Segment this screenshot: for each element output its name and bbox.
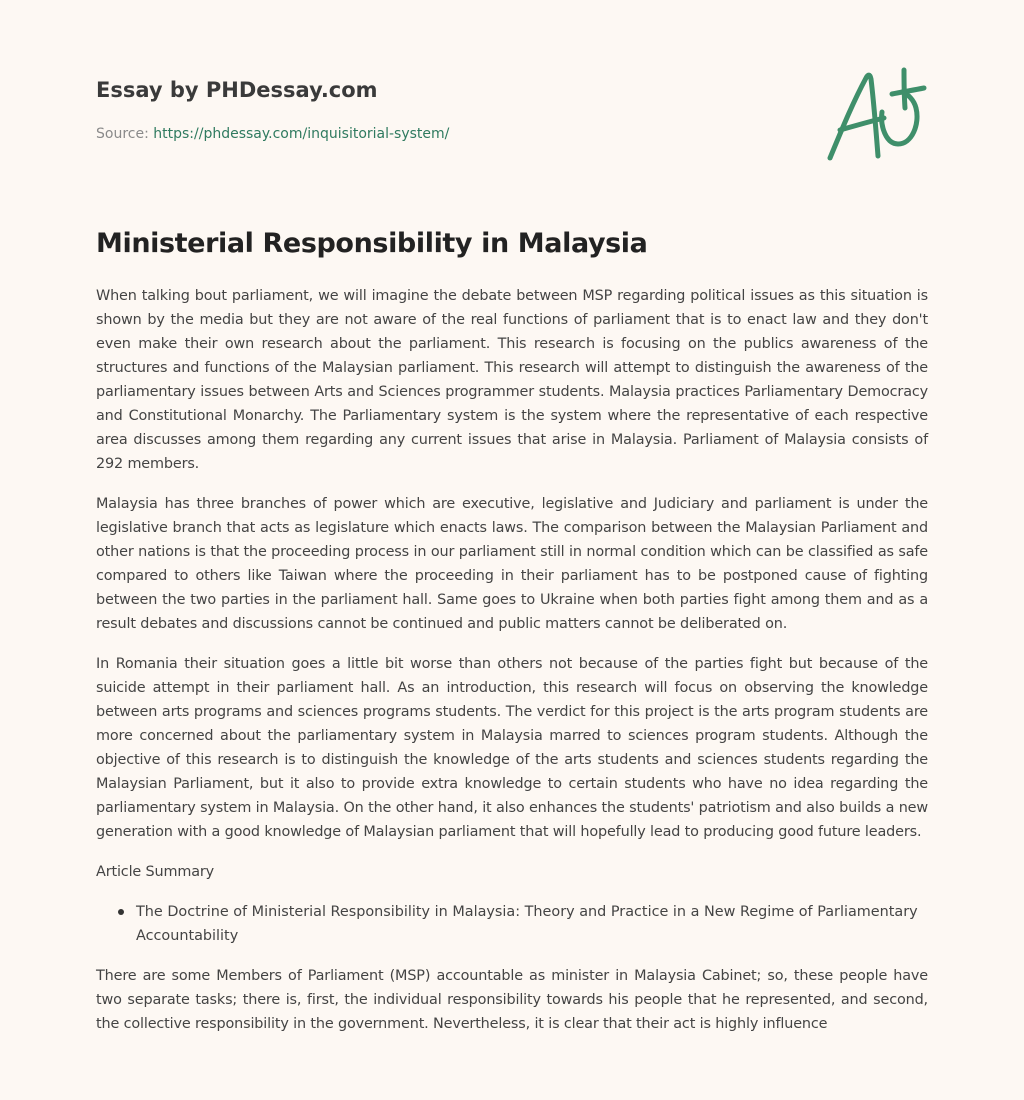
summary-item-text: The Doctrine of Ministerial Responsibility in Malaysia: Theory and Practice in a New Regime of Parliamentary Accountability: [136, 904, 918, 944]
essay-paragraph: When talking bout parliament, we will imagine the debate between MSP regarding political issues as this situation is shown by the media but they are not aware of the real functions of parliament that is to enact law and they don't even make their own research about the parliament. This research is focusing on the publics awareness of the structures and functions of the Malaysian parliament. This research will attempt to distinguish the awareness of the parliamentary issues between Arts and Sciences programmer students. Malaysia practices Parliamentary Democracy and Constitutional Monarchy. The Parliamentary system is the system where the representative of each respective area discusses among them regarding any current issues that arise in Malaysia. Parliament of Malaysia consists of 292 members.: [96, 288, 928, 472]
source-line: [96, 124, 656, 144]
essay-paragraph: Malaysia has three branches of power which are executive, legislative and Judiciary and parliament is under the legislative branch that acts as legislature which enacts laws. The comparison between the Malaysian Parliament and other nations is that the proceeding process in our parliament still in normal condition which can be classified as safe compared to others like Taiwan where the proceeding in their parliament has to be postponed cause of fighting between the two parties in the parliament hall. Same goes to Ukraine when both parties fight among them and as a result debates and discussions cannot be continued and public matters cannot be deliberated on.: [96, 496, 928, 632]
a-plus-logo: [820, 64, 932, 168]
essay-paragraph: There are some Members of Parliament (MSP) accountable as minister in Malaysia Cabinet; so, these people have two separate tasks; there is, first, the individual responsibility towards his people that he represented, and second, the collective responsibility in the government. Nevertheless, it is clear that their act is highly influence: [96, 968, 928, 1032]
source-label: Source:: [96, 126, 149, 142]
article-summary-label: Article Summary: [96, 864, 215, 880]
essay-body: [96, 284, 928, 1052]
list-item: [136, 900, 928, 948]
site-brand: Essay by PHDessay.com: [96, 78, 378, 102]
a-plus-logo-graphic: [820, 64, 932, 168]
essay-title: Ministerial Responsibility in Malaysia: [96, 228, 648, 259]
source-link[interactable]: https://phdessay.com/inquisitorial-system/: [153, 126, 450, 142]
essay-header: [96, 76, 656, 144]
bullet-icon: [118, 909, 124, 915]
essay-paragraph: In Romania their situation goes a little bit worse than others not because of the parties fight but because of the suicide attempt in their parliament hall. As an introduction, this research will focus on observing the knowledge between arts programs and sciences programs students. The verdict for this project is the arts program students are more concerned about the parliamentary system in Malaysia marred to sciences program students. Although the objective of this research is to distinguish the knowledge of the arts students and sciences students regarding the Malaysian Parliament, but it also to provide extra knowledge to certain students who have no idea regarding the parliamentary system in Malaysia. On the other hand, it also enhances the students' patriotism and also builds a new generation with a good knowledge of Malaysian parliament that will hopefully lead to producing good future leaders.: [96, 656, 928, 840]
article-summary-list: [96, 900, 928, 948]
